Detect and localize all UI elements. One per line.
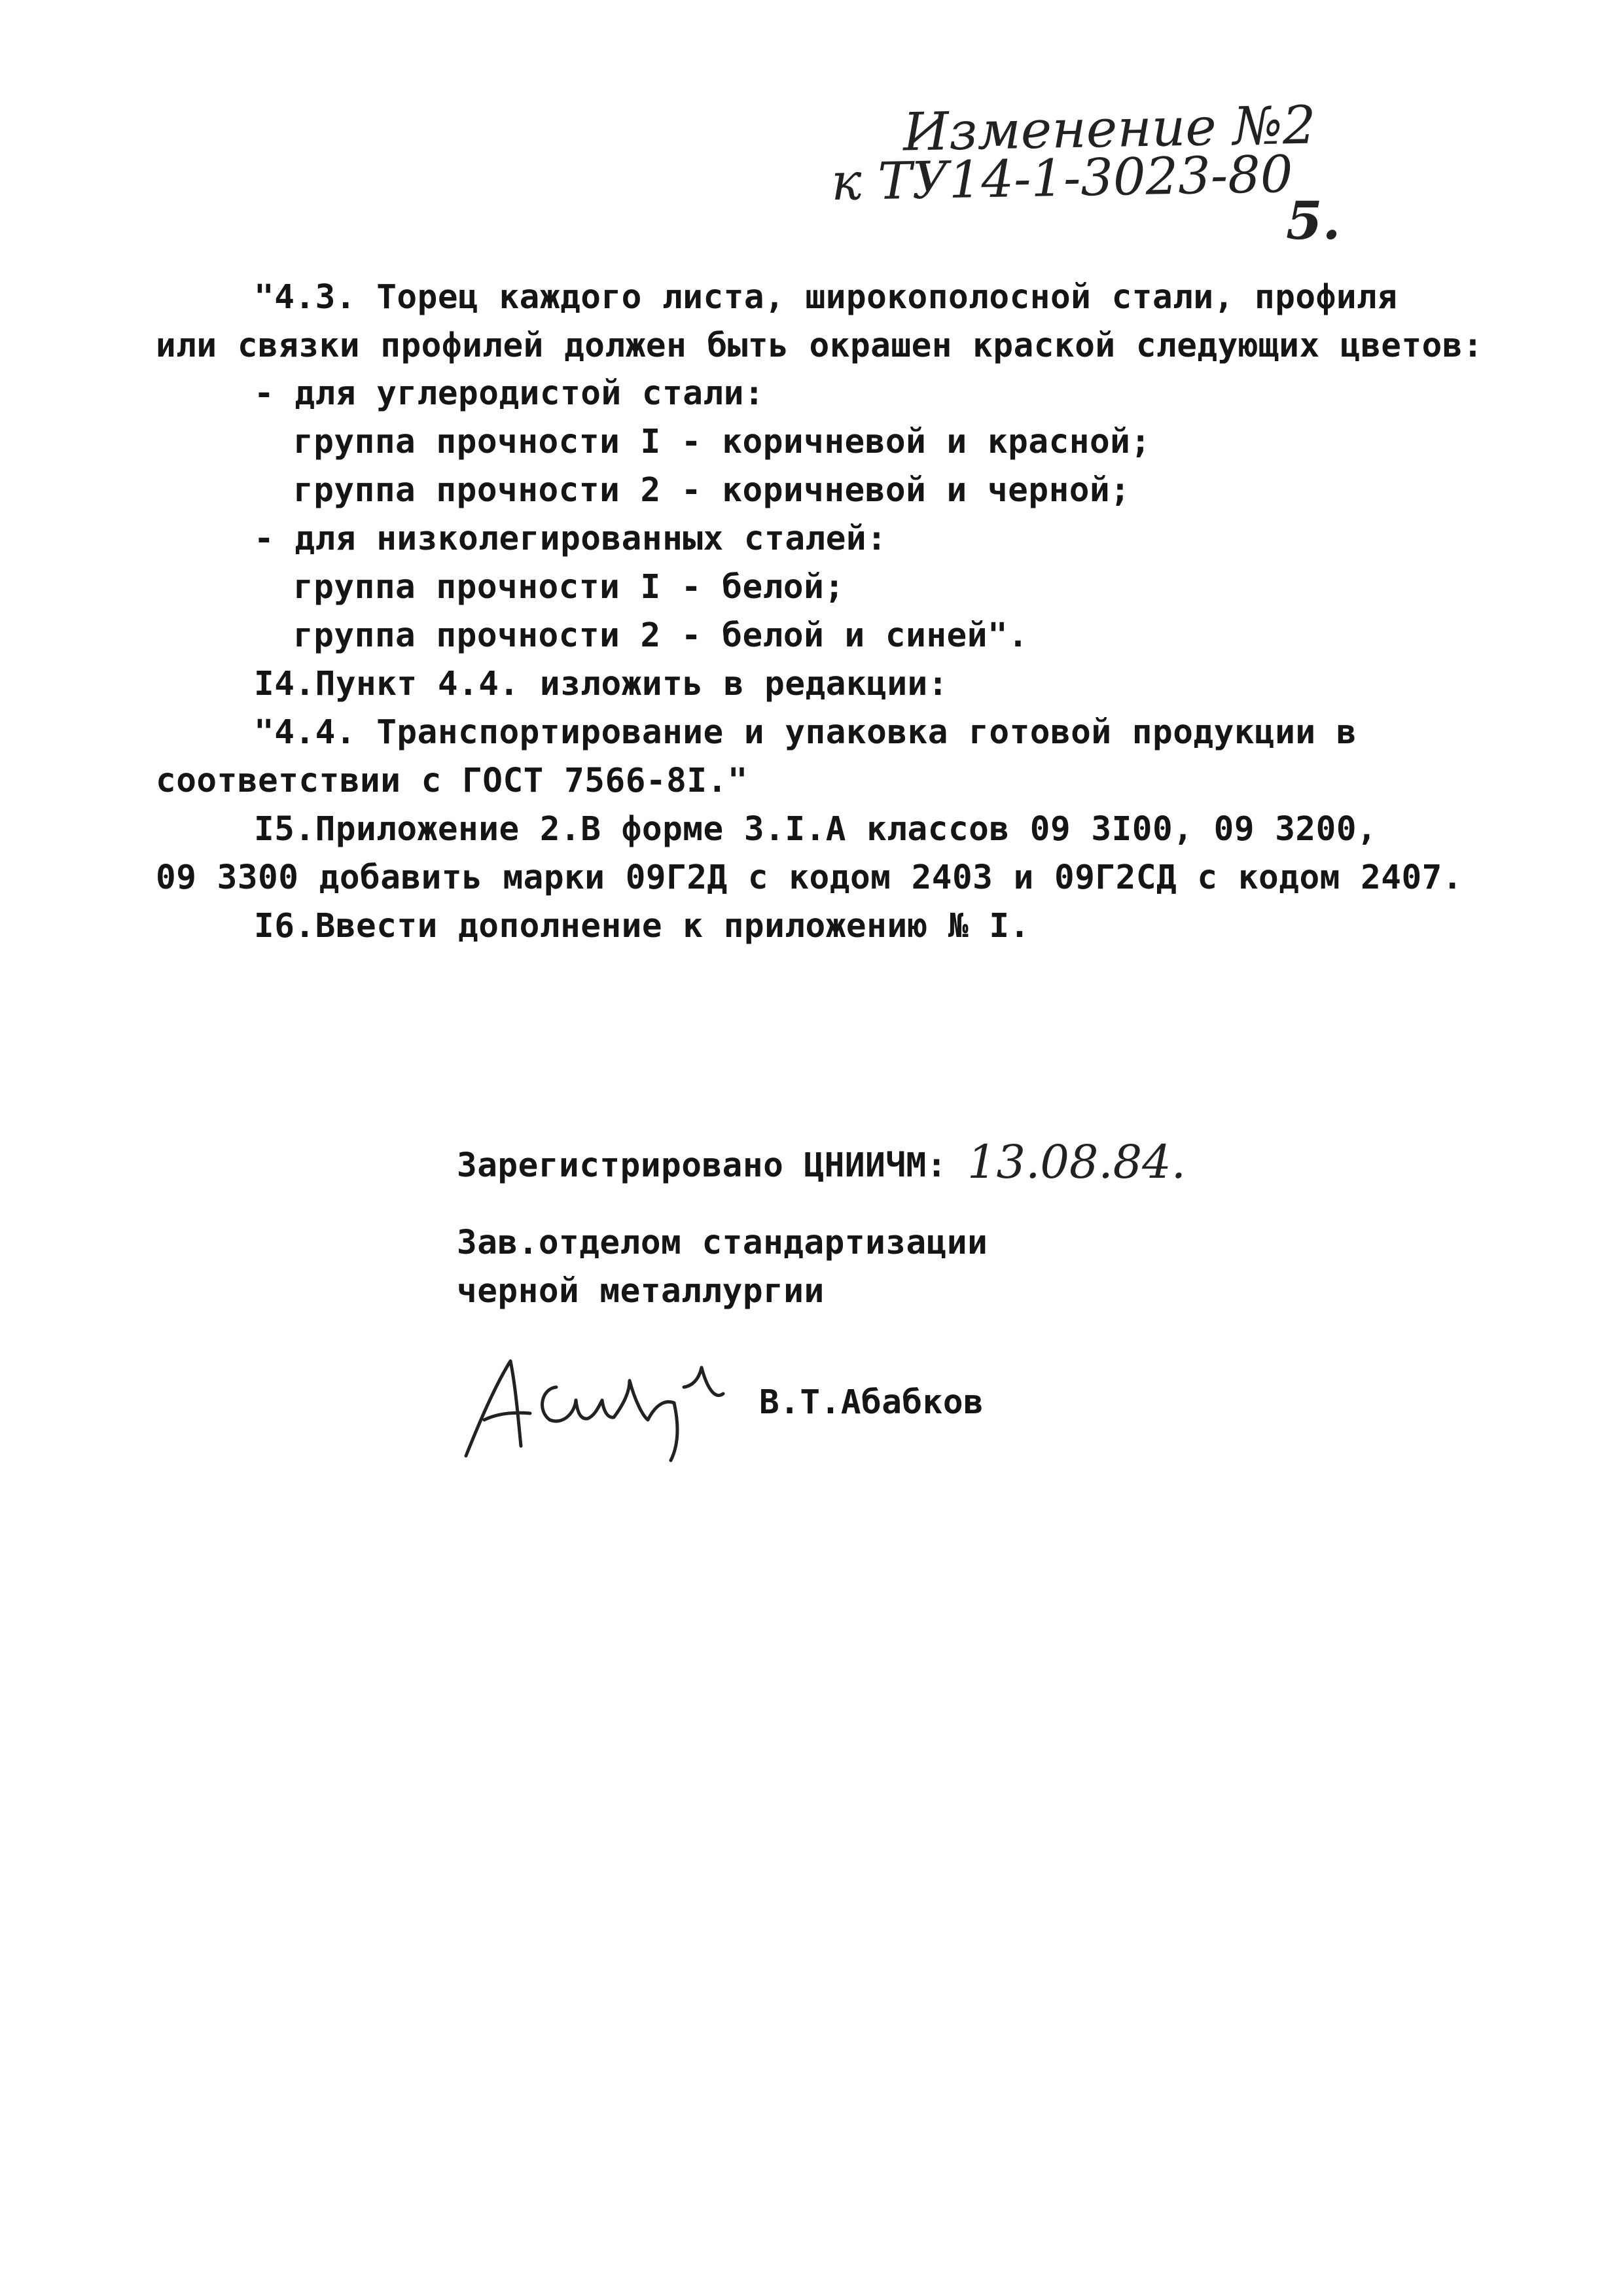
body-line: группа прочности I - белой;	[293, 568, 845, 607]
handwritten-registration-date: 13.08.84.	[967, 1135, 1186, 1189]
handwritten-page-mark: 5.	[1286, 190, 1341, 251]
body-line: соответствии с ГОСТ 7566-8I."	[156, 762, 748, 800]
body-line: или связки профилей должен быть окрашен краской следующих цветов:	[156, 327, 1484, 365]
body-line: "4.4. Транспортирование и упаковка готовой продукции в	[254, 713, 1357, 752]
registration-label: Зарегистрировано ЦНИИЧМ:	[457, 1146, 947, 1185]
body-line: группа прочности 2 - коричневой и черной;	[293, 471, 1131, 510]
body-line: группа прочности 2 - белой и синей".	[293, 616, 1029, 655]
body-line: - для углеродистой стали:	[254, 374, 765, 413]
body-line: группа прочности I - коричневой и красной;	[293, 423, 1151, 461]
handwritten-amendment-title: Изменение №2	[902, 94, 1317, 163]
signatory-name: В.Т.Абабков	[759, 1383, 984, 1422]
body-line: "4.3. Торец каждого листа, широкополосной стали, профиля	[254, 278, 1398, 317]
signatory-position: Зав.отделом стандартизации	[457, 1224, 988, 1262]
handwritten-signature	[458, 1348, 733, 1466]
handwritten-reference: к ТУ14-1-3023-80	[830, 145, 1294, 213]
body-line: I5.Приложение 2.В форме 3.I.А классов 09 3I00, 09 3200,	[254, 810, 1378, 849]
body-line: 09 3300 добавить марки 09Г2Д с кодом 2403 и 09Г2СД с кодом 2407.	[156, 858, 1463, 897]
body-line: I6.Ввести дополнение к приложению № I.	[254, 907, 1030, 945]
body-line: - для низколегированных сталей:	[254, 520, 887, 558]
signatory-department: черной металлургии	[457, 1272, 825, 1311]
body-line: I4.Пункт 4.4. изложить в редакции:	[254, 665, 948, 703]
